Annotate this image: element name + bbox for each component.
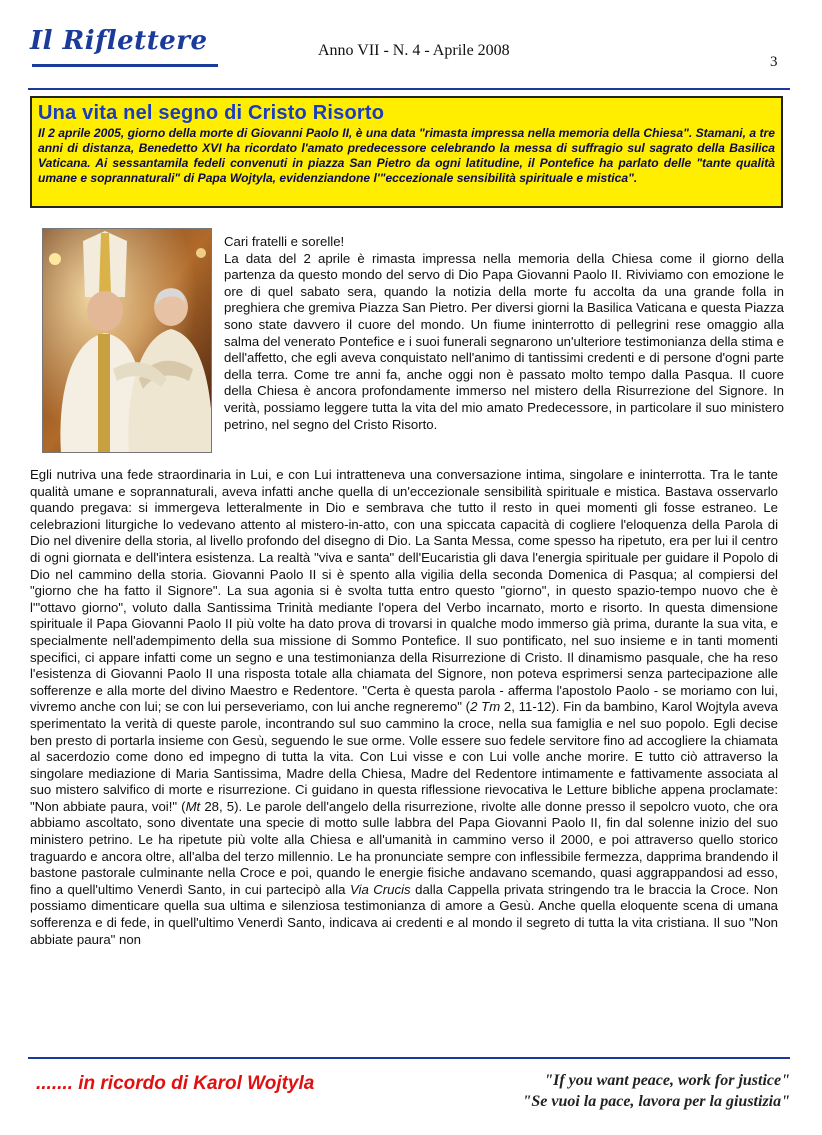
lead-paragraph: La data del 2 aprile è rimasta impressa nella memoria della Chiesa come il giorno della partenza da questo mondo del servo di Dio Papa Giovanni Paolo II. Riviviamo con emozione le ore di quel sabato sera, quando la notizia della morte fu accolta da una grande folla in preghiera che gremiva Piazza San Pietro. Per diversi giorni la Basilica Vaticana e questa Piazza sono state davvero il cuore del mondo. Un fiume ininterrotto di pellegrini rese omaggio alla salma del venerato Pontefice e i suoi funerali segnarono un'ulteriore testimonianza della stima e dell'affetto, che egli aveva conquistato nell'animo di tantissimi credenti e di persone d'ogni parte della terra. Come tre anni fa, anche oggi non è passato molto tempo dalla Pasqua. Il cuore della Chiesa è ancora profondamente immerso nel mistero della Risurrezione del Signore. In verità, possiamo leggere tutta la vita del mio amato Predecessore, in particolare il suo ministero petrino, nel segno del Cristo Risorto. bbox=[224, 250, 784, 432]
article-lead bbox=[224, 234, 784, 433]
article-title: Una vita nel segno di Cristo Risorto bbox=[38, 102, 385, 124]
article-summary: Il 2 aprile 2005, giorno della morte di Giovanni Paolo II, è una data "rimasta impressa nella memoria della Chiesa". Stamani, a tre anni di distanza, Benedetto XVI ha ricordato l'amato predecessore celebrando la messa di suffragio sul sagrato della Basilica Vaticana. Ai sessantamila fedeli convenuti in piazza San Pietro da ogni latitudine, il Pontefice ha parlato delle "tante qualità umane e soprannaturali" di Papa Wojtyla, evidenziandone l'"eccezionale sensibilità spirituale e mistica". bbox=[38, 126, 775, 185]
newsletter-logo: Il Riflettere bbox=[30, 26, 208, 56]
intro-box bbox=[30, 96, 783, 208]
via-crucis-term: Via Crucis bbox=[349, 881, 411, 897]
header-divider bbox=[28, 88, 790, 90]
body-text-part: 2, 11-12). Fin da bambino, Karol Wojtyla aveva sperimentato la verità di queste parole, incontrando sul suo cammino la croce, nella sua famiglia e nel suo popolo. Egli decise ben presto di portarla insieme con Gesù, seguendo le sue orme. Volle essere suo fedele servitore fino ad accogliere la chiamata al sacerdozio come dono ed impegno di tutta la vita. Con Lui visse e con Lui volle anche morire. E tutto ciò attraverso la singolare mediazione di Maria Santissima, Madre della Chiesa, Madre del Redentore intimamente e fattivamente associata al suo mistero salvifico di morte e risurrezione. Ci guidano in questa riflessione rievocativa le Letture bibliche appena proclamate: "Non abbiate paura, voi!" ( bbox=[30, 699, 778, 814]
bible-reference: 2 Tm bbox=[470, 699, 501, 715]
footer-quote bbox=[430, 1070, 790, 1112]
quote-italian: "Se vuoi la pace, lavora per la giustizia" bbox=[522, 1093, 790, 1110]
logo-underline bbox=[32, 64, 218, 67]
page-header bbox=[0, 0, 822, 80]
issue-info: Anno VII - N. 4 - Aprile 2008 bbox=[318, 42, 510, 59]
greeting: Cari fratelli e sorelle! bbox=[224, 234, 345, 249]
body-text-part: dalla Cappella privata stringendo tra le braccia la Croce. Non possiamo dimenticare quella sua ultima e silenziosa testimonianza di amore a Gesù. Anche quella eloquente scena di umana sofferenza e di fede, in quell'ultimo Venerdì Santo, indicava ai credenti e al mondo il segreto di tutta la vita cristiana. Il suo "Non abbiate paura" non bbox=[30, 881, 778, 947]
body-text-part: Egli nutriva una fede straordinaria in Lui, e con Lui intratteneva una conversazione intima, singolare e ininterrotta. Tra le tante qualità umane e soprannaturali, aveva infatti anche quella di un'eccezionale sensibilità spirituale e mistica. Bastava osservarlo quando pregava: si immergeva letteralmente in Dio e sembrava che tutto il resto in quei momenti gli fosse estraneo. Le celebrazioni liturgiche lo vedevano attento al mistero-in-atto, con una spiccata capacità di cogliere l'eloquenza della Parola di Dio nel divenire della storia, al livello profondo del disegno di Dio. La Santa Messa, come spesso ha ripetuto, era per lui il centro di ogni giornata e dell'intera esistenza. La realtà "viva e santa" dell'Eucaristia gli dava l'energia spirituale per guidare il Popolo di Dio nel cammino della storia. Giovanni Paolo II si è spento alla vigilia della seconda Domenica di Pasqua; al compiersi del "giorno che ha fatto il Signore". La sua agonia si è svolta tutta entro questo "giorno", in questo spazio-tempo nuovo che è l'"ottavo giorno", voluto dalla Santissima Trinità mediante l'opera del Verbo incarnato, morto e risorto. In questa dimensione spirituale il Papa Giovanni Paolo II più volte ha dato prova di trovarsi in qualche modo immerso già prima, durante la sua vita, e specialmente nell'adempimento della sua missione di Sommo Pontefice. Il suo pontificato, nel suo insieme e in tanti momenti specifici, ci appare infatti come un segno e una testimonianza della Risurrezione di Cristo. Il dinamismo pasquale, che ha reso l'esistenza di Giovanni Paolo II una risposta totale alla chiamata del Signore, non poteva esprimersi senza partecipazione alle sofferenze e alla morte del divino Maestro e Redentore. "Certa è questa parola - afferma l'apostolo Paolo - se moriamo con lui, vivremo anche con lui; se con lui perseveriamo, con lui anche regneremo" ( bbox=[30, 467, 778, 715]
bible-reference: Mt bbox=[185, 798, 201, 814]
article-body bbox=[30, 467, 778, 948]
pope-photo bbox=[42, 228, 212, 453]
quote-english: "If you want peace, work for justice" bbox=[544, 1072, 790, 1089]
body-text-part: 28, 5). Le parole dell'angelo della risurrezione, rivolte alle donne presso il sepolcro vuoto, che ora abbiamo ascoltato, sono diventate una specie di motto sulle labbra del Papa Giovanni Paolo II, fin dal solenne inizio del suo ministero petrino. Le ha ripetute più volte alla Chiesa e all'umanità in cammino verso il 2000, e poi attraverso quello storico traguardo e ancora oltre, all'alba del terzo millennio. Le ha pronunciate sempre con inflessibile fermezza, dapprima brandendo il bastone pastorale culminante nella Croce e poi, quando le energie fisiche andavano scemando, quasi aggrappandosi ad esso, fino a quell'ultimo Venerdì Santo, in cui partecipò alla bbox=[30, 798, 778, 897]
photo-illustration bbox=[43, 229, 212, 453]
page-number: 3 bbox=[770, 54, 778, 70]
footer-divider bbox=[28, 1057, 790, 1059]
footer-memorial: ....... in ricordo di Karol Wojtyla bbox=[36, 1073, 315, 1094]
